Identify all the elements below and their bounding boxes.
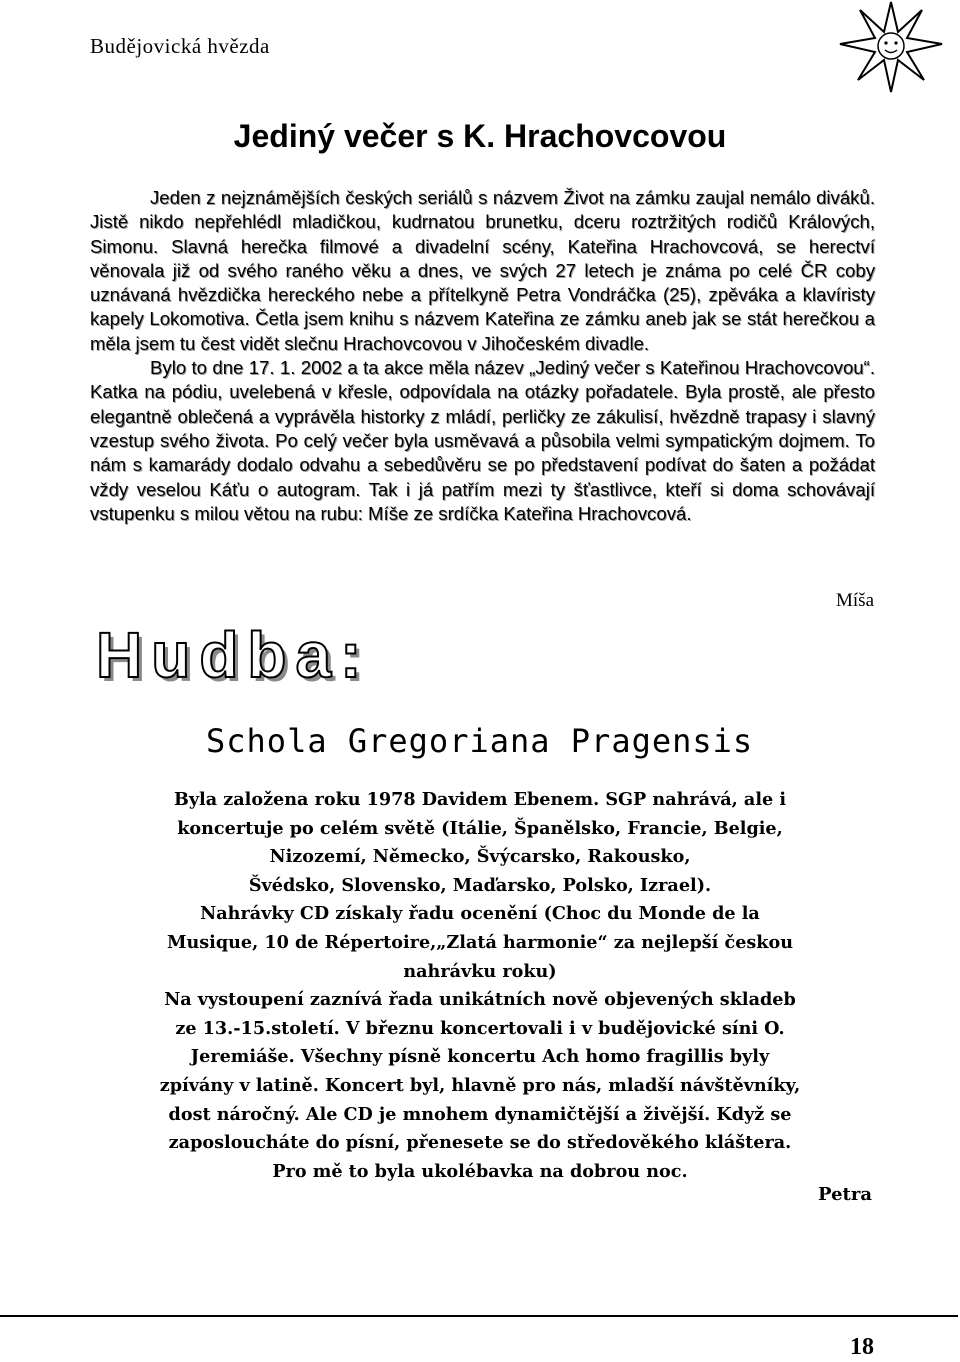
article-paragraph: Jeden z nejznámějších českých seriálů s názvem Život na zámku zaujal nemálo diváků. Jistě nikdo nepřehlédl mladičkou, kudrnatou brunetku, dceru roztržitých rodičů Králových, Simonu. Slavná herečka filmové a divadelní scény, Kateřina Hrachovcová, se herectví věnovala již od svého raného věku a dnes, ve svých 27 letech je známa po celé ČR coby uznávaná hvězdička hereckého nebe a přítelkyně Petra Vondráčka (25), zpěváka a klavíristy kapely Lokomotiva. Četla jsem knihu s názvem Kateřina ze zámku aneb jak se stát herečkou a měla jsem tu čest vidět slečnu Hrachovcovou v Jihočeském divadle. <box>90 187 875 354</box>
article-signature: Míša <box>836 590 874 611</box>
publication-title: Budějovická hvězda <box>90 34 270 58</box>
music-line: Musique, 10 de Répertoire,„Zlatá harmonie“ za nejlepší českou <box>166 931 794 953</box>
music-line: Nahrávky CD získaly řadu ocenění (Choc du Monde de la <box>200 903 760 925</box>
music-signature: Petra <box>818 1184 872 1205</box>
section-heading-hudba: Hudba: <box>96 619 371 691</box>
music-line: Jeremiáše. Všechny písně koncertu Ach homo fragillis byly <box>190 1046 770 1068</box>
music-article-title: Schola Gregoriana Pragensis <box>206 722 754 760</box>
music-line: zpívány v latině. Koncert byl, hlavně pro nás, mladší návštěvníky, <box>159 1074 801 1096</box>
article-title: Jediný večer s K. Hrachovcovou <box>233 118 727 154</box>
music-line: Švédsko, Slovensko, Maďarsko, Polsko, Izrael). <box>248 874 712 896</box>
music-line: ze 13.-15.století. V březnu koncertovali i v budějovické síni O. <box>175 1017 785 1039</box>
footer-divider <box>0 1315 958 1317</box>
page-number: 18 <box>850 1334 874 1360</box>
music-line: Na vystoupení zaznívá řada unikátních nově objevených skladeb <box>164 989 796 1011</box>
music-line: dost náročný. Ale CD je mnohem dynamičtější a živější. Když se <box>168 1103 792 1125</box>
music-line: zaposloucháte do písní, přenesete se do středověkého kláštera. <box>168 1132 792 1154</box>
music-line: Pro mě to byla ukolébavka na dobrou noc. <box>272 1160 688 1182</box>
star-sun-logo-icon <box>836 0 946 96</box>
article-paragraph: Bylo to dne 17. 1. 2002 a ta akce měla název „Jediný večer s Kateřinou Hrachovcovou“. Katka na pódiu, uvelebená v křesle, odpovídala na otázky pořadatele. Byla prostě, ale přesto elegantně oblečená a vyprávěla historky z mládí, perličky ze zákulisí, hvězdně trapasy i slavný vzestup svého života. Po celý večer byla usměvavá a působila velmi sympatickým dojmem. To nám s kamarády dodalo odvahu a sebedůvěru se po představení podívat do šaten a požádat vždy veselou Káťu o autogram. Tak i já patřím mezi ty šťastlivce, kteří si doma schovávají vstupenku s milou větou na rubu: Míše ze srdíčka Kateřina Hrachovcová. <box>90 357 875 524</box>
music-line: Nizozemí, Německo, Švýcarsko, Rakousko, <box>269 846 691 868</box>
music-line: Byla založena roku 1978 Davidem Ebenem. SGP nahrává, ale i <box>173 789 787 810</box>
music-line: koncertuje po celém světě (Itálie, Španělsko, Francie, Belgie, <box>177 817 783 839</box>
article-body <box>90 186 875 526</box>
music-article-body <box>100 786 860 1186</box>
music-line: nahrávku roku) <box>403 960 557 982</box>
